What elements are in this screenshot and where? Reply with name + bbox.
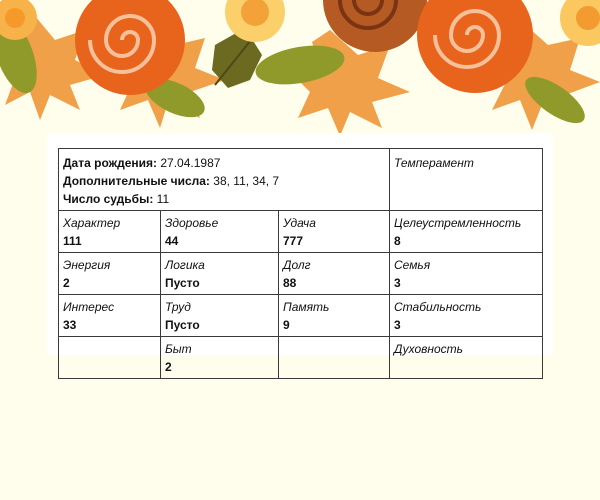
cell-household xyxy=(161,337,279,379)
cell-value: 111 xyxy=(63,234,82,248)
cell-label: Стабильность xyxy=(394,300,482,314)
cell-value: 33 xyxy=(63,318,77,332)
cell-label: Память xyxy=(283,300,330,314)
cell-value: 44 xyxy=(165,234,179,248)
cell-value: 8 xyxy=(394,234,401,248)
temperament-label: Темперамент xyxy=(394,156,474,170)
extra-numbers-label: Дополнительные числа: xyxy=(63,174,210,188)
cell-label: Духовность xyxy=(394,342,463,356)
autumn-flowers-banner xyxy=(0,0,600,140)
birth-date-value: 27.04.1987 xyxy=(160,156,221,170)
birth-info-cell xyxy=(59,149,390,211)
cell-value: 3 xyxy=(394,276,401,290)
cell-logic xyxy=(161,253,279,295)
cell-character xyxy=(59,211,161,253)
cell-label: Труд xyxy=(165,300,191,314)
cell-label: Здоровье xyxy=(165,216,219,230)
cell-memory xyxy=(279,295,390,337)
cell-label: Долг xyxy=(283,258,311,272)
birth-date-label: Дата рождения: xyxy=(63,156,158,170)
cell-value: Пусто xyxy=(165,276,200,290)
cell-label: Энергия xyxy=(63,258,111,272)
cell-luck xyxy=(279,211,390,253)
psychomatrix-table xyxy=(58,148,543,379)
table-row xyxy=(59,211,543,253)
table-row xyxy=(59,337,543,379)
fate-number-label: Число судьбы: xyxy=(63,192,154,206)
table-row xyxy=(59,253,543,295)
birth-date-line xyxy=(63,154,385,172)
cell-health xyxy=(161,211,279,253)
cell-label: Удача xyxy=(283,216,316,230)
fate-number-value: 11 xyxy=(156,192,170,206)
cell-value: 9 xyxy=(283,318,290,332)
extra-numbers-line xyxy=(63,172,385,190)
numerology-card xyxy=(47,133,553,374)
temperament-cell xyxy=(390,149,543,211)
cell-work xyxy=(161,295,279,337)
cell-label: Семья xyxy=(394,258,431,272)
table-row xyxy=(59,295,543,337)
cell-value: 2 xyxy=(165,360,172,374)
cell-value: Пусто xyxy=(165,318,200,332)
cell-empty xyxy=(59,337,161,379)
cell-value: 2 xyxy=(63,276,70,290)
cell-label: Интерес xyxy=(63,300,115,314)
extra-numbers-value: 38, 11, 34, 7 xyxy=(213,174,280,188)
cell-value: 88 xyxy=(283,276,297,290)
cell-spirituality xyxy=(390,337,543,379)
cell-family xyxy=(390,253,543,295)
cell-value: 3 xyxy=(394,318,401,332)
header-row xyxy=(59,149,543,211)
cell-empty xyxy=(279,337,390,379)
fate-number-line xyxy=(63,190,385,208)
cell-label: Логика xyxy=(165,258,205,272)
cell-interest xyxy=(59,295,161,337)
cell-energy xyxy=(59,253,161,295)
cell-label: Характер xyxy=(63,216,121,230)
small-flower-right xyxy=(560,0,600,46)
cell-value: 777 xyxy=(283,234,304,248)
cell-label: Целеустремленность xyxy=(394,216,522,230)
cell-label: Быт xyxy=(165,342,192,356)
cell-stability xyxy=(390,295,543,337)
cell-duty xyxy=(279,253,390,295)
cell-purposefulness xyxy=(390,211,543,253)
